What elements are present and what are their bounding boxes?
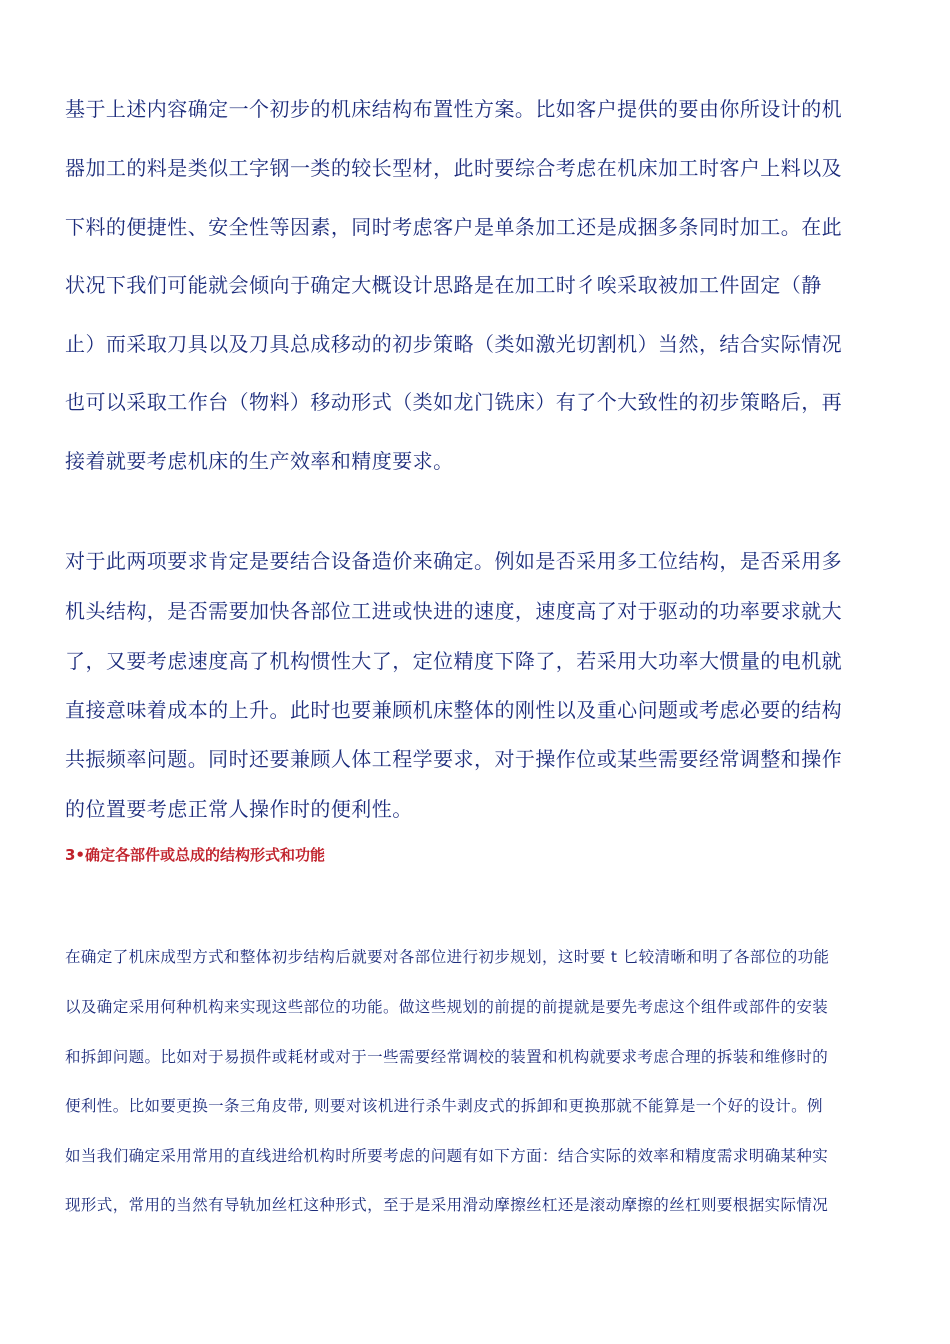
text-line: 了，又要考虑速度高了机构惯性大了，定位精度下降了，若采用大功率大惯量的电机就 <box>65 649 843 673</box>
text-line: 状况下我们可能就会倾向于确定大概设计思路是在加工时彳唉采取被加工件固定（静 <box>65 273 822 297</box>
text-line: 直接意味着成本的上升。此时也要兼顾机床整体的刚性以及重心问题或考虑必要的结构 <box>65 698 843 722</box>
text-line: 接着就要考虑机床的生产效率和精度要求。 <box>65 449 454 473</box>
text-line: 如当我们确定采用常用的直线进给机构时所要考虑的问题有如下方面：结合实际的效率和精度需求明确某种实 <box>65 1147 829 1165</box>
text-line: 和拆卸问题。比如对于易损件或耗材或对于一些需要经常调校的装置和机构就要求考虑合理的拆装和维修时的 <box>65 1048 829 1066</box>
text-line: 在确定了机床成型方式和整体初步结构后就要对各部位进行初步规划，这时要 t 匕较清晰和明了各部位的功能 <box>65 948 830 966</box>
text-line: 止）而采取刀具以及刀具总成移动的初步策略（类如激光切割机）当然，结合实际情况 <box>65 332 843 356</box>
text-line: 的位置要考虑正常人操作时的便利性。 <box>65 797 413 821</box>
text-line: 现形式，常用的当然有导轨加丝杠这种形式，至于是采用滑动摩擦丝杠还是滚动摩擦的丝杠则要根据实际情况 <box>65 1196 829 1214</box>
section-heading: 3•确定各部件或总成的结构形式和功能 <box>65 846 326 864</box>
text-line: 对于此两项要求肯定是要结合设备造价来确定。例如是否采用多工位结构，是否采用多 <box>65 549 843 573</box>
text-line: 基于上述内容确定一个初步的机床结构布置性方案。比如客户提供的要由你所设计的机 <box>65 97 843 121</box>
text-line: 便利性。比如要更换一条三角皮带, 则要对该机进行杀牛剥皮式的拆卸和更换那就不能算是一个好的设计。例 <box>65 1097 823 1115</box>
text-line: 也可以采取工作台（物料）移动形式（类如龙门铣床）有了个大致性的初步策略后，再 <box>65 390 843 414</box>
text-line: 共振频率问题。同时还要兼顾人体工程学要求，对于操作位或某些需要经常调整和操作 <box>65 747 843 771</box>
text-line: 机头结构，是否需要加快各部位工进或快进的速度，速度高了对于驱动的功率要求就大 <box>65 599 843 623</box>
text-line: 下料的便捷性、安全性等因素，同时考虑客户是单条加工还是成捆多条同时加工。在此 <box>65 215 843 239</box>
text-line: 以及确定采用何种机构来实现这些部位的功能。做这些规划的前提的前提就是要先考虑这个组件或部件的安装 <box>65 998 829 1016</box>
text-line: 器加工的料是类似工字钢一类的较长型材，此时要综合考虑在机床加工时客户上料以及 <box>65 156 843 180</box>
